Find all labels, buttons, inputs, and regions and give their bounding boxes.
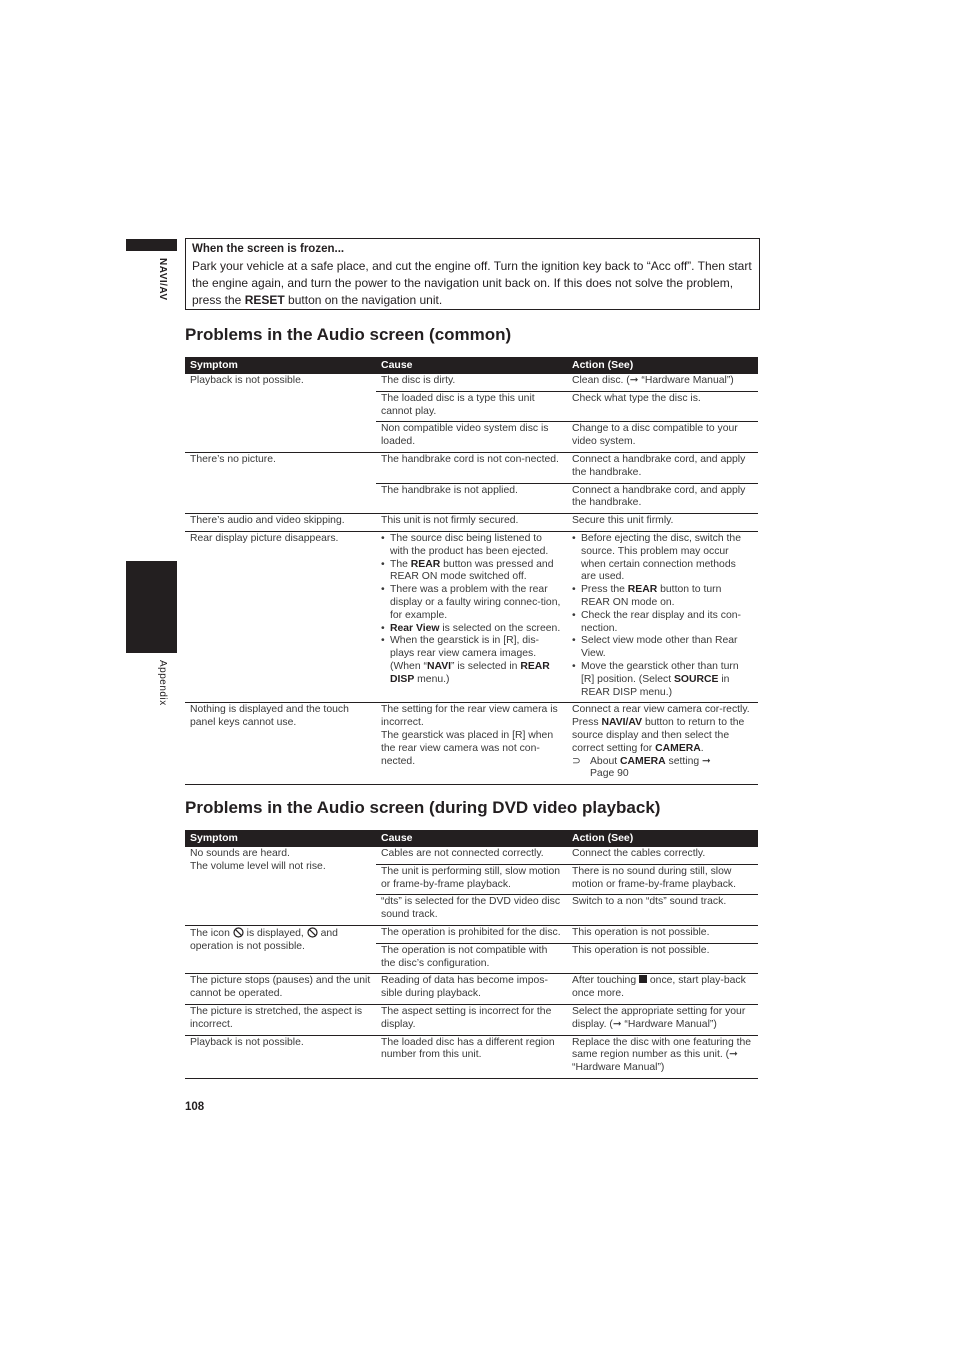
cause-cell: The loaded disc is a type this unit cannot play. [376, 391, 567, 422]
action-text: “Hardware Manual”) [621, 1018, 717, 1030]
symptom-cell: The picture is stretched, the aspect is incorrect. [185, 1004, 376, 1035]
action-cell: Check what type the disc is. [567, 391, 758, 422]
symptom-cell: Nothing is displayed and the touch panel keys cannot use. [185, 703, 376, 785]
camera-key: CAMERA [655, 742, 701, 754]
note-body-end: button on the navigation unit. [284, 293, 443, 307]
cause-cell: Non compatible video system disc is loaded. [376, 422, 567, 453]
cause-cell: The unit is performing still, slow motion or frame-by-frame playback. [376, 864, 567, 895]
action-cell: There is no sound during still, slow motion or frame-by-frame playback. [567, 864, 758, 895]
note-body [192, 258, 753, 309]
navi-av-tab [126, 239, 177, 251]
list-text: The [390, 558, 411, 570]
frozen-screen-note [185, 238, 760, 310]
action-span: . [700, 742, 704, 754]
audio-dvd-table [185, 830, 758, 1079]
cause-cell: The operation is prohibited for the disc. [376, 925, 567, 943]
cause-cell: The handbrake cord is not con-nected. [376, 452, 567, 483]
action-cell: Connect the cables correctly. [567, 847, 758, 864]
list-item [572, 584, 753, 610]
action-text: After touching [572, 975, 640, 987]
appendix-tab [126, 561, 177, 653]
rear-key: REAR [627, 584, 658, 596]
list-text: in REAR DISP menu.) [581, 673, 730, 698]
list-text: button to turn REAR ON mode on. [581, 584, 722, 608]
table-row [185, 847, 758, 864]
action-text: “Hardware Manual”) [572, 1062, 665, 1074]
table-row [185, 974, 758, 1005]
cause-cell: Cables are not connected correctly. [376, 847, 567, 864]
table-row [185, 514, 758, 532]
action-text: “Hardware Manual”) [638, 375, 734, 386]
action-text [572, 717, 753, 755]
cause-cell: The aspect setting is incorrect for the display. [376, 1004, 567, 1035]
prohibited-icon [307, 927, 318, 938]
list-item [572, 661, 753, 699]
list-text: ” is selected in [451, 660, 521, 672]
section-title-dvd: Problems in the Audio screen (during DVD video playback) [185, 798, 661, 817]
cause-text: The gearstick was placed in [R] when the rear view camera was not con-nected. [381, 729, 554, 767]
action-cell [567, 374, 758, 391]
cause-cell: The loaded disc has a different region number from this unit. [376, 1035, 567, 1078]
rear-key: REAR [410, 558, 441, 570]
action-text: Connect a rear view camera cor-rectly. [572, 704, 750, 716]
list-item [381, 559, 562, 585]
list-text: button was pressed and REAR ON mode switched off. [390, 558, 554, 583]
action-cell [567, 974, 758, 1005]
header-cause: Cause [376, 357, 567, 374]
cause-cell: The operation is not compatible with the disc’s configuration. [376, 943, 567, 974]
symptom-cell: The picture stops (pauses) and the unit cannot be operated. [185, 974, 376, 1005]
action-cell [567, 1035, 758, 1078]
symptom-cell: Rear display picture disappears. [185, 531, 376, 702]
cause-list [381, 533, 562, 687]
reference-text: About [590, 755, 621, 767]
table-header [185, 830, 758, 847]
source-key: SOURCE [673, 673, 719, 685]
table-row [185, 452, 758, 483]
action-list [572, 533, 753, 699]
cause-cell [376, 703, 567, 785]
navi-av-label: NAVI/AV [157, 258, 168, 301]
header-action: Action (See) [567, 830, 758, 847]
symptom-cell [185, 925, 376, 973]
table-row [185, 531, 758, 702]
cause-cell: This unit is not firmly secured. [376, 514, 567, 532]
action-text: once, start play-back once more. [572, 975, 746, 1000]
table-row [185, 1004, 758, 1035]
cause-cell [376, 531, 567, 702]
prohibited-icon [233, 927, 244, 938]
list-text: When the gearstick is in [R], dis-plays rear view camera images. (When “ [390, 635, 539, 672]
action-cell: Secure this unit firmly. [567, 514, 758, 532]
action-cell: Switch to a non “dts” sound track. [567, 895, 758, 926]
list-item: • There was a problem with the rear display or a faulty wiring connec-tion, for example. [381, 584, 562, 622]
symptom-cell: Playback is not possible. [185, 1035, 376, 1078]
list-item [381, 623, 562, 636]
action-cell: Change to a disc compatible to your video system. [567, 422, 758, 453]
reference-icon: ⊃ [572, 755, 581, 767]
section-title-common: Problems in the Audio screen (common) [185, 325, 512, 344]
reference-text: setting [665, 755, 703, 767]
list-item: • Select view mode other than Rear View. [572, 635, 753, 661]
action-cell: Connect a handbrake cord, and apply the handbrake. [567, 483, 758, 514]
symptom-text: is displayed, [243, 927, 307, 939]
page-reference: Page 90 [590, 768, 629, 780]
page-number: 108 [185, 1101, 205, 1113]
action-span: button to return to the source display and then select the correct setting for [572, 717, 745, 754]
action-span: Press [572, 717, 602, 729]
list-item [381, 635, 562, 686]
navi-key: NAVI [426, 660, 452, 672]
symptom-cell: Playback is not possible. [185, 374, 376, 452]
action-cell: This operation is not possible. [567, 925, 758, 943]
note-title: When the screen is frozen... [192, 243, 345, 255]
table-row [185, 1035, 758, 1078]
action-cell: Connect a handbrake cord, and apply the handbrake. [567, 452, 758, 483]
rear-disp-key: REAR DISP [390, 660, 550, 685]
symptom-text: The volume level will not rise. [190, 860, 326, 872]
table-row [185, 703, 758, 785]
cross-reference[interactable] [572, 756, 753, 782]
list-text: menu.) [414, 673, 450, 685]
audio-common-table [185, 357, 758, 785]
symptom-text: No sounds are heard. [190, 848, 290, 859]
reset-key: RESET [244, 293, 285, 307]
cause-cell: Reading of data has become impos-sible during playback. [376, 974, 567, 1005]
header-action: Action (See) [567, 357, 758, 374]
cause-text: The setting for the rear view camera is incorrect. [381, 704, 558, 729]
action-text: Clean disc. ( [572, 375, 630, 386]
action-text: Select the appropriate setting for your display. ( [572, 1005, 746, 1030]
header-cause: Cause [376, 830, 567, 847]
table-row [185, 374, 758, 391]
header-symptom: Symptom [185, 830, 376, 847]
list-item: • The source disc being listened to with the product has been ejected. [381, 533, 562, 559]
action-cell [567, 531, 758, 702]
list-item: • Before ejecting the disc, switch the source. This problem may occur when certain connection methods are used. [572, 533, 753, 584]
stop-icon [639, 975, 647, 983]
arrow-icon: ➞ [612, 1018, 622, 1030]
table-header [185, 357, 758, 374]
appendix-label: Appendix [157, 660, 168, 706]
cause-cell: The disc is dirty. [376, 374, 567, 391]
header-symptom: Symptom [185, 357, 376, 374]
cause-cell: The handbrake is not applied. [376, 483, 567, 514]
arrow-icon: ➞ [729, 1049, 738, 1061]
action-cell [567, 1004, 758, 1035]
list-item: • Check the rear display and its con-nection. [572, 610, 753, 636]
arrow-icon: ➞ [629, 375, 639, 386]
symptom-cell: There’s audio and video skipping. [185, 514, 376, 532]
note-body-text: Park your vehicle at a safe place, and cut the engine off. Turn the ignition key back to “Acc off”. Then start the engine again, and turn the power to the navigation unit back on. If this does not solve the problem, press the [192, 259, 752, 307]
arrow-icon: ➞ [702, 755, 711, 767]
symptom-cell: There’s no picture. [185, 452, 376, 513]
list-text: is selected on the screen. [439, 622, 561, 634]
list-text: Move the gearstick other than turn [R] position. (Select [581, 660, 739, 685]
action-cell: This operation is not possible. [567, 943, 758, 974]
camera-key: CAMERA [620, 755, 666, 767]
symptom-text: and operation is not possible. [190, 927, 338, 952]
table-row [185, 925, 758, 943]
symptom-text: The icon [190, 927, 233, 939]
action-text: Replace the disc with one featuring the same region number as this unit. ( [572, 1036, 752, 1061]
list-text: Press the [581, 584, 628, 596]
rear-view-key: Rear View [390, 622, 440, 634]
action-cell [567, 703, 758, 785]
navi-av-key: NAVI/AV [601, 717, 643, 729]
cause-cell: “dts” is selected for the DVD video disc sound track. [376, 895, 567, 926]
symptom-cell [185, 847, 376, 925]
